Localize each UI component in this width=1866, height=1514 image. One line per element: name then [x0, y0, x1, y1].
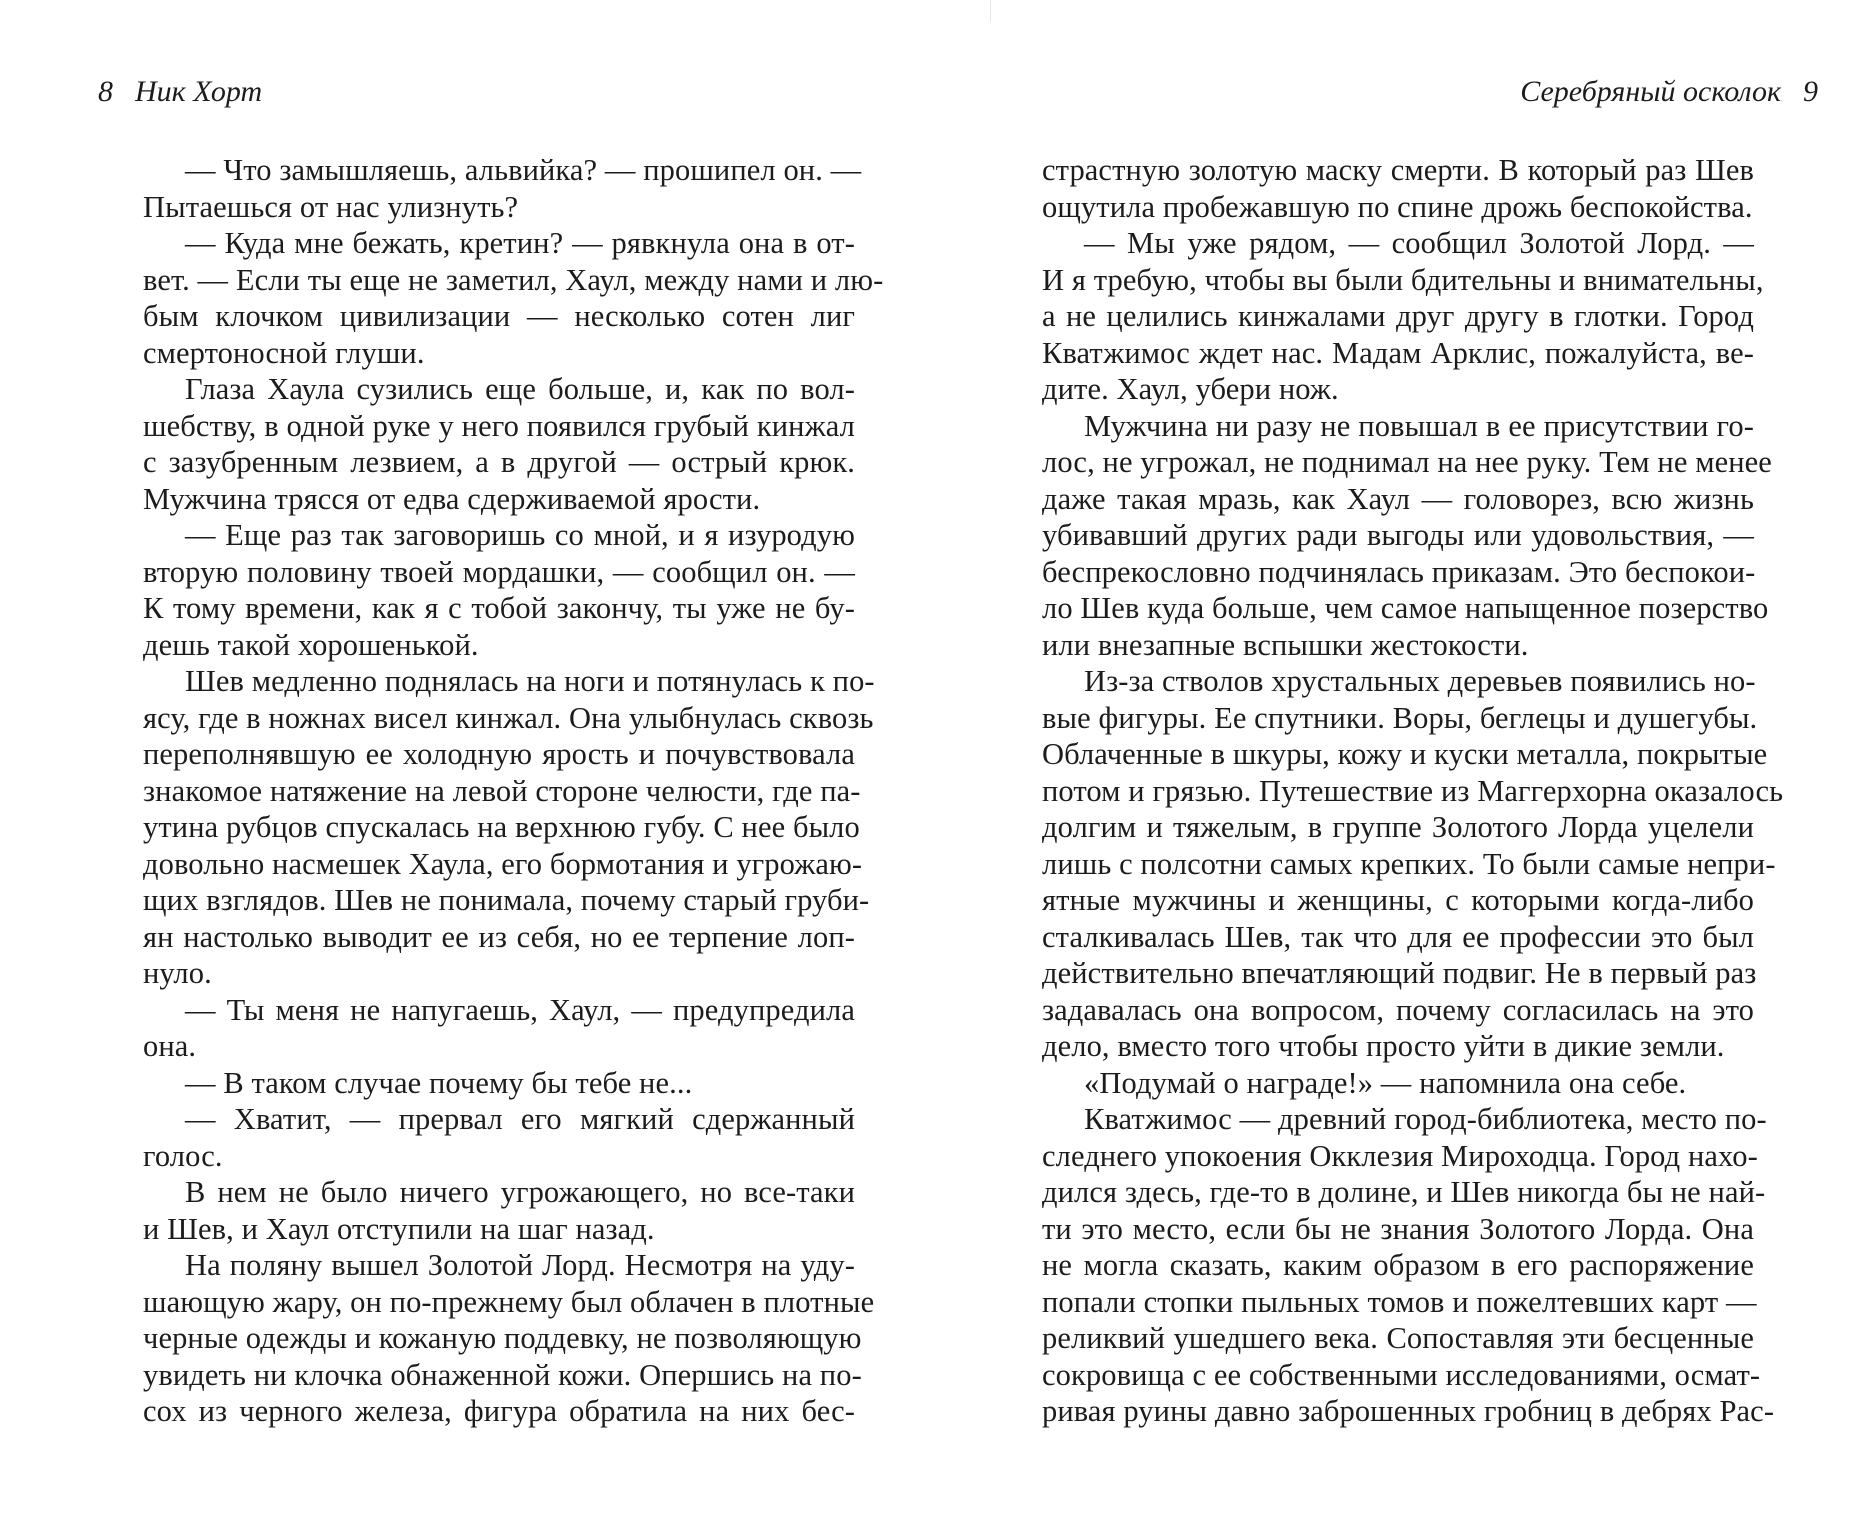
text-line: сох из черного железа, фигура обратила на них бес- — [143, 1394, 855, 1428]
text-line: потом и грязью. Путешествие из Маггерхорна оказалось — [1042, 773, 1784, 808]
text-line: щих взглядов. Шев не понимала, почему старый груби- — [143, 883, 870, 917]
text-line: утина рубцов спускалась на верхнюю губу. С нее было — [143, 810, 860, 844]
body-text-right — [1042, 152, 1784, 1430]
text-line: переполнявшую ее холодную ярость и почувствовала — [143, 737, 855, 771]
text-line: ло Шев куда больше, чем самое напыщенное позерство — [1042, 591, 1769, 625]
text-line: следнего упокоения Окклезия Мироходца. Город нахо- — [1042, 1138, 1758, 1173]
page-number-right: 9 — [1803, 75, 1818, 108]
text-line: шебству, в одной руке у него появился грубый кинжал — [143, 408, 855, 443]
text-line: лишь с полсотни самых крепких. То были самые непри- — [1042, 846, 1776, 881]
text-line: дело, вместо того чтобы просто уйти в дикие земли. — [1042, 1029, 1725, 1063]
text-line: ян настолько выводит ее из себя, но ее терпение лоп- — [143, 919, 855, 954]
text-line: В нем не было ничего угрожающего, но все-таки — [185, 1175, 855, 1209]
text-line: с зазубренным лезвием, а в другой — острый крюк. — [143, 445, 855, 479]
text-line: Мужчина ни разу не повышал в ее присутствии го- — [1084, 408, 1754, 443]
text-line: Кватжимос ждет нас. Мадам Арклис, пожалуйста, ве- — [1042, 335, 1754, 370]
text-line: ясу, где в ножнах висел кинжал. Она улыбнулась сквозь — [143, 700, 874, 735]
text-line: голос. — [143, 1138, 223, 1173]
text-line: ощутила пробежавшую по спине дрожь беспокойства. — [1042, 189, 1753, 224]
text-line: Мужчина трясся от едва сдерживаемой ярости. — [143, 481, 761, 516]
text-line: убивавший других ради выгоды или удовольствия, — — [1042, 518, 1754, 552]
text-line: дите. Хаул, убери нож. — [1042, 372, 1339, 406]
author-name: Ник Хорт — [135, 75, 263, 108]
text-line: К тому времени, как я с тобой закончу, ты уже не бу- — [143, 591, 855, 625]
text-line: не могла сказать, каким образом в его распоряжение — [1042, 1248, 1754, 1282]
text-line: ти это место, если бы не знания Золотого Лорда. Она — [1042, 1211, 1754, 1246]
body-text-left — [143, 152, 884, 1430]
text-line: Кватжимос — древний город-библиотека, место по- — [1084, 1102, 1767, 1136]
text-line: увидеть ни клочка обнаженной кожи. Опершись на по- — [143, 1357, 862, 1392]
text-line: Шев медленно поднялась на ноги и потянулась к по- — [185, 664, 875, 698]
text-line: — Куда мне бежать, кретин? — рявкнула она в от- — [185, 226, 855, 260]
right-page — [933, 0, 1866, 1514]
text-line: даже такая мразь, как Хаул — головорез, всю жизнь — [1042, 481, 1754, 516]
text-line: На поляну вышел Золотой Лорд. Несмотря на уду- — [185, 1248, 855, 1282]
text-line: ятные мужчины и женщины, с которыми когда-либо — [1042, 883, 1754, 917]
text-line: Облаченные в шкуры, кожу и куски металла, покрытые — [1042, 737, 1768, 771]
text-line: лос, не угрожал, не поднимал на нее руку. Тем не менее — [1042, 445, 1772, 479]
text-line: довольно насмешек Хаула, его бормотания и угрожаю- — [143, 846, 863, 881]
text-line: Пытаешься от нас улизнуть? — [143, 189, 519, 224]
text-line: шающую жару, он по-прежнему был облачен в плотные — [143, 1284, 875, 1319]
text-line: — Что замышляешь, альвийка? — прошипел он. — — [185, 153, 862, 187]
text-line: — Мы уже рядом, — сообщил Золотой Лорд. — — [1084, 226, 1754, 260]
text-line: — Хватит, — прервал его мягкий сдержанный — [185, 1102, 855, 1136]
text-line: ривая руины давно заброшенных гробниц в дебрях Рас- — [1042, 1394, 1775, 1428]
text-line: И я требую, чтобы вы были бдительны и внимательны, — [1042, 262, 1764, 297]
text-line: вторую половину твоей мордашки, — сообщил он. — — [143, 554, 855, 589]
text-line: страстную золотую маску смерти. В который раз Шев — [1042, 153, 1754, 187]
text-line: знакомое натяжение на левой стороне челюсти, где па- — [143, 773, 861, 808]
text-line: нуло. — [143, 956, 212, 990]
text-line: сокровища с ее собственными исследованиями, осмат- — [1042, 1357, 1761, 1392]
text-line: реликвий ушедшего века. Сопоставляя эти бесценные — [1042, 1321, 1754, 1355]
book-title: Серебряный осколок — [1520, 75, 1781, 108]
text-line: сталкивалась Шев, так что для ее профессии это был — [1042, 919, 1754, 954]
text-line: вет. — Если ты еще не заметил, Хаул, между нами и лю- — [143, 262, 884, 297]
text-line: или внезапные вспышки жестокости. — [1042, 627, 1529, 662]
running-head-left — [98, 72, 262, 112]
text-line: бым клочком цивилизации — несколько сотен лиг — [143, 299, 855, 333]
page-number-left: 8 — [98, 75, 113, 108]
text-line: а не целились кинжалами друг другу в глотки. Город — [1042, 299, 1754, 333]
running-head-right — [1520, 72, 1818, 112]
text-line: Из-за стволов хрустальных деревьев появились но- — [1084, 664, 1756, 698]
text-line: она. — [143, 1029, 197, 1063]
text-line: дился здесь, где-то в долине, и Шев никогда бы не най- — [1042, 1175, 1766, 1209]
text-line: черные одежды и кожаную поддевку, не позволяющую — [143, 1321, 862, 1355]
text-line: смертоносной глуши. — [143, 335, 425, 370]
text-line: Глаза Хаула сузились еще больше, и, как по вол- — [185, 372, 855, 406]
text-line: и Шев, и Хаул отступили на шаг назад. — [143, 1211, 655, 1246]
text-line: вые фигуры. Ее спутники. Воры, беглецы и душегубы. — [1042, 700, 1758, 735]
text-line: — Ты меня не напугаешь, Хаул, — предупредила — [185, 992, 855, 1027]
text-line: «Подумай о награде!» — напомнила она себе. — [1084, 1065, 1687, 1100]
text-line: попали стопки пыльных томов и пожелтевших карт — — [1042, 1284, 1757, 1319]
text-line: дешь такой хорошенькой. — [143, 627, 479, 662]
text-line: беспрекословно подчинялась приказам. Это беспокои- — [1042, 554, 1756, 589]
text-line: — В таком случае почему бы тебе не... — [185, 1065, 693, 1100]
text-line: действительно впечатляющий подвиг. Не в первый раз — [1042, 956, 1757, 990]
text-line: — Еще раз так заговоришь со мной, и я изуродую — [185, 518, 855, 552]
text-line: задавалась она вопросом, почему согласилась на это — [1042, 992, 1754, 1027]
text-line: долгим и тяжелым, в группе Золотого Лорда уцелели — [1042, 810, 1754, 844]
